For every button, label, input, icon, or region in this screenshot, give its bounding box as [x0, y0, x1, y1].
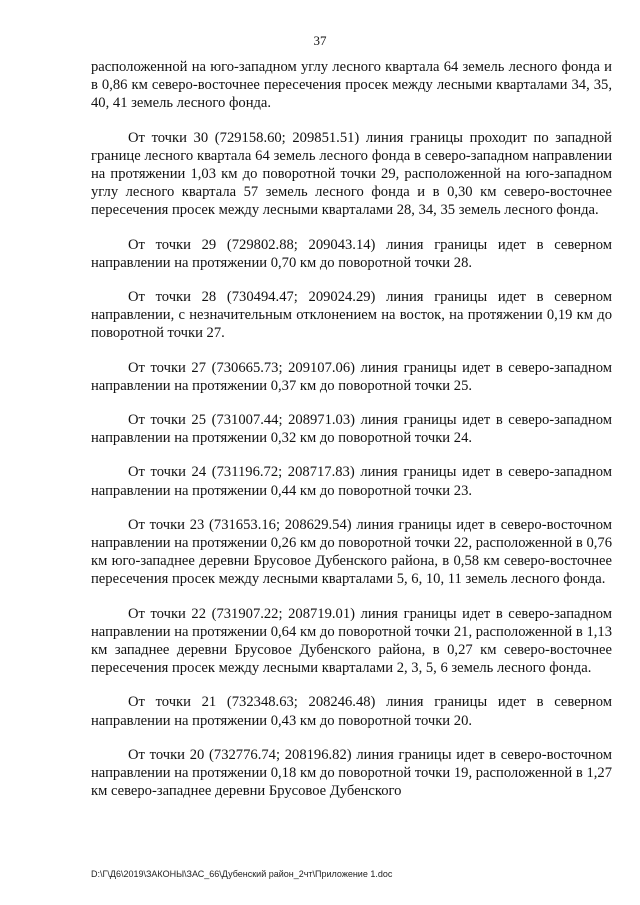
document-body: [91, 58, 612, 817]
paragraph: От точки 30 (729158.60; 209851.51) линия границы проходит по западной границе лесного квартала 64 земель лесного фонда в северо-западном направлении на протяжении 1,03 км до поворотной точки 29, расположенной на юго-западном углу лесного квартала 57 земель лесного фонда и в 0,30 км северо-восточнее пересечения просек между лесными кварталами 28, 34, 35 земель лесного фонда.: [91, 129, 612, 219]
paragraph: расположенной на юго-западном углу лесного квартала 64 земель лесного фонда и в 0,86 км северо-восточнее пересечения просек между лесными кварталами 34, 35, 40, 41 земель лесного фонда.: [91, 59, 612, 112]
paragraph: От точки 28 (730494.47; 209024.29) линия границы идет в северном направлении, с незначительным отклонением на восток, на протяжении 0,19 км до поворотной точки 27.: [91, 289, 612, 342]
paragraph: От точки 21 (732348.63; 208246.48) линия границы идет в северном направлении на протяжении 0,43 км до поворотной точки 20.: [91, 694, 612, 729]
paragraph: От точки 24 (731196.72; 208717.83) линия границы идет в северо-западном направлении на протяжении 0,44 км до поворотной точки 23.: [91, 464, 612, 499]
page-number: 37: [313, 33, 327, 48]
paragraph: От точки 23 (731653.16; 208629.54) линия границы идет в северо-восточном направлении на протяжении 0,26 км до поворотной точки 22, расположенной в 0,76 км юго-западнее деревни Брусовое Дубенского района, в 0,58 км северо-восточнее пересечения просек между лесными кварталами 5, 6, 10, 11 земель лесного фонда.: [91, 516, 612, 588]
footer-file-path: D:\Г\Д6\2019\ЗАКОНЫ\ЗАС_66\Дубенский район_2чт\Приложение 1.doc: [91, 869, 393, 879]
paragraph: От точки 29 (729802.88; 209043.14) линия границы идет в северном направлении на протяжении 0,70 км до поворотной точки 28.: [91, 236, 612, 271]
paragraph: От точки 22 (731907.22; 208719.01) линия границы идет в северо-западном направлении на протяжении 0,64 км до поворотной точки 21, расположенной в 1,13 км западнее деревни Брусовое Дубенского района, в 0,27 км северо-восточнее пересечения просек между лесными кварталами 2, 3, 5, 6 земель лесного фонда.: [91, 605, 612, 677]
paragraph: От точки 25 (731007.44; 208971.03) линия границы идет в северо-западном направлении на протяжении 0,32 км до поворотной точки 24.: [91, 412, 612, 447]
paragraph: От точки 27 (730665.73; 209107.06) линия границы идет в северо-западном направлении на протяжении 0,37 км до поворотной точки 25.: [91, 359, 612, 394]
paragraph: От точки 20 (732776.74; 208196.82) линия границы идет в северо-восточном направлении на протяжении 0,18 км до поворотной точки 19, расположенной в 1,27 км северо-западнее деревни Брусовое Дубенского: [91, 746, 612, 800]
